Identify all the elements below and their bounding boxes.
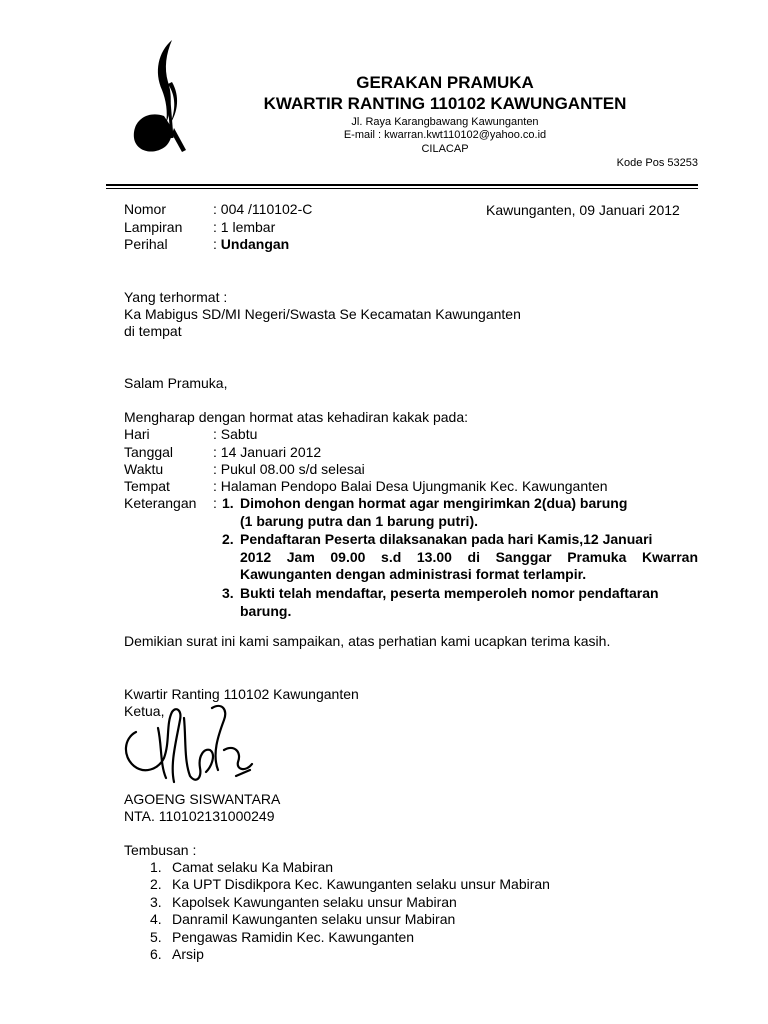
hari-value: : Sabtu (213, 426, 258, 442)
greeting: Salam Pramuka, (124, 375, 228, 391)
perihal-subject: Undangan (220, 236, 290, 252)
note-continuation: barung. (240, 602, 292, 619)
header-divider-thin (106, 188, 698, 189)
cc-item (150, 946, 550, 963)
note-continuation: (1 barung putra dan 1 barung putri). (240, 512, 478, 529)
recipient: Ka Mabigus SD/MI Negeri/Swasta Se Kecamatan Kawunganten (124, 306, 521, 322)
tanggal-value: : 14 Januari 2012 (213, 444, 322, 460)
perihal-colon: : (213, 236, 221, 252)
organization-name: GERAKAN PRAMUKA (356, 73, 534, 92)
nomor-value: : 004 /110102-C (213, 201, 313, 217)
recipient-place: di tempat (124, 323, 182, 339)
cc-text: Kapolsek Kawunganten selaku unsur Mabiran (172, 893, 457, 910)
keterangan-colon: : (213, 495, 217, 511)
header-divider (106, 184, 698, 186)
signer-office: Kwartir Ranting 110102 Kawunganten (124, 686, 359, 702)
cc-item (150, 929, 550, 946)
cc-number: 5. (150, 928, 162, 945)
lampiran-label: Lampiran (124, 219, 183, 235)
cc-title: Tembusan : (124, 842, 197, 858)
cc-text: Ka UPT Disdikpora Kec. Kawunganten selaku unsur Mabiran (172, 876, 550, 893)
note-number: 1. (222, 495, 234, 511)
perihal-label: Perihal (124, 236, 168, 252)
signer-nta: NTA. 110102131000249 (124, 808, 275, 824)
cc-text: Arsip (172, 946, 204, 963)
cc-number: 6. (150, 946, 162, 963)
cc-item (150, 911, 550, 928)
keterangan-label: Keterangan (124, 495, 197, 511)
email: E-mail : kwarran.kwt110102@yahoo.co.id (343, 129, 547, 141)
cc-text: Pengawas Ramidin Kec. Kawunganten (172, 928, 415, 945)
note-number: 3. (222, 584, 234, 601)
note-item (222, 531, 698, 584)
cc-list (150, 859, 550, 963)
note-line: Bukti telah mendaftar, peserta memperoleh nomor pendaftaran (240, 584, 659, 601)
signer-position: Ketua, (124, 703, 165, 719)
letter-date: Kawunganten, 09 Januari 2012 (486, 202, 680, 218)
tanggal-label: Tanggal (124, 444, 174, 460)
signer-name: AGOENG SISWANTARA (124, 791, 281, 807)
unit-name: KWARTIR RANTING 110102 KAWUNGANTEN (263, 94, 627, 113)
city: CILACAP (421, 143, 469, 155)
note-continuation: 2012 Jam 09.00 s.d 13.00 di Sanggar Pramuka Kwarran Kawunganten dengan administrasi format terlampir. (240, 548, 698, 583)
cc-number: 2. (150, 876, 162, 893)
cc-number: 3. (150, 893, 162, 910)
cc-text: Camat selaku Ka Mabiran (172, 859, 334, 875)
cc-item (150, 894, 550, 911)
tempat-value: : Halaman Pendopo Balai Desa Ujungmanik Kec. Kawunganten (213, 478, 608, 494)
keterangan-notes (222, 495, 698, 620)
cc-number: 4. (150, 911, 162, 928)
handwritten-signature (100, 698, 270, 798)
cc-item (150, 859, 550, 876)
note-item (222, 585, 698, 620)
salutation: Yang terhormat : (124, 289, 228, 305)
hari-label: Hari (124, 426, 150, 442)
closing-text: Demikian surat ini kami sampaikan, atas perhatian kami ucapkan terima kasih. (124, 633, 611, 649)
note-line: Dimohon dengan hormat agar mengirimkan 2(dua) barung (240, 495, 628, 511)
lampiran-value: : 1 lembar (213, 219, 276, 235)
cc-text: Danramil Kawunganten selaku unsur Mabiran (172, 911, 456, 928)
nomor-label: Nomor (124, 201, 167, 217)
cc-number: 1. (150, 859, 162, 875)
tempat-label: Tempat (124, 478, 170, 494)
note-number: 2. (222, 531, 234, 548)
waktu-value: : Pukul 08.00 s/d selesai (213, 461, 365, 477)
postal-code: Kode Pos 53253 (616, 157, 698, 169)
tunas-kelapa-logo (128, 38, 190, 156)
waktu-label: Waktu (124, 461, 164, 477)
note-line: Pendaftaran Peserta dilaksanakan pada hari Kamis,12 Januari (240, 531, 653, 548)
perihal-value (213, 236, 289, 252)
intro-text: Mengharap dengan hormat atas kehadiran kakak pada: (124, 409, 469, 425)
cc-item (150, 876, 550, 893)
note-item (222, 495, 698, 530)
address: Jl. Raya Karangbawang Kawunganten (351, 116, 539, 128)
